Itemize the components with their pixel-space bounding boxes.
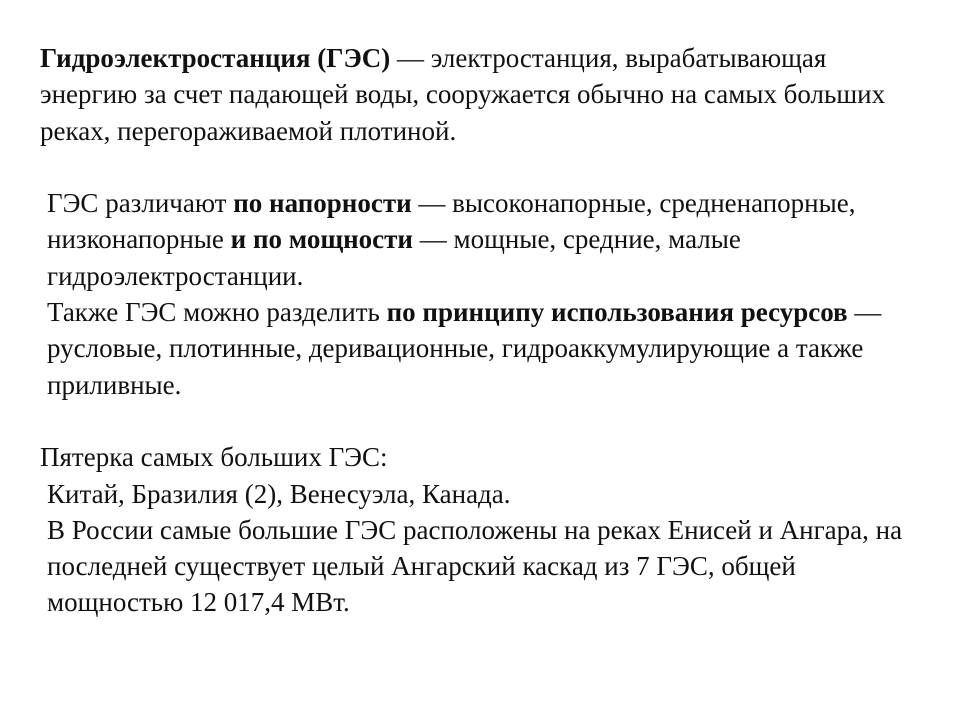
resources-paragraph bbox=[40, 294, 920, 403]
spacer bbox=[40, 403, 920, 439]
russia-paragraph: В России самые большие ГЭС расположены на реках Енисей и Ангара, на последней существует целый Ангарский каскад из 7 ГЭС, общей мощностью 12 017,4 МВт. bbox=[47, 514, 909, 618]
definition-text: — электростанция, вырабатывающая энергию за счет падающей воды, сооружается обычно на самых больших реках, перегораживаемой плотиной. bbox=[40, 43, 892, 146]
classification-text-1: ГЭС различают bbox=[47, 188, 234, 219]
classification-bold-1: по напорности bbox=[233, 188, 412, 219]
top5-heading: Пятерка самых больших ГЭС: bbox=[40, 442, 388, 473]
top5-countries: Китай, Бразилия (2), Венесуэла, Канада. bbox=[47, 478, 511, 509]
classification-paragraph bbox=[40, 185, 920, 294]
classification-text-2: — высоконапорные, средненапорные, низконапорные bbox=[47, 188, 863, 255]
resources-bold-1: по принципу использования ресурсов bbox=[386, 297, 848, 328]
resources-text-2: — русловые, плотинные, деривационные, гидроаккумулирующие а также приливные. bbox=[47, 297, 889, 400]
classification-text-3: — мощные, средние, малые гидроэлектростанции. bbox=[47, 224, 748, 291]
definition-term: Гидроэлектростанция (ГЭС) bbox=[40, 43, 391, 73]
definition-paragraph bbox=[40, 40, 920, 149]
spacer bbox=[40, 149, 920, 185]
classification-bold-2: и по мощности bbox=[230, 224, 413, 255]
resources-text-1: Также ГЭС можно разделить bbox=[47, 297, 387, 328]
